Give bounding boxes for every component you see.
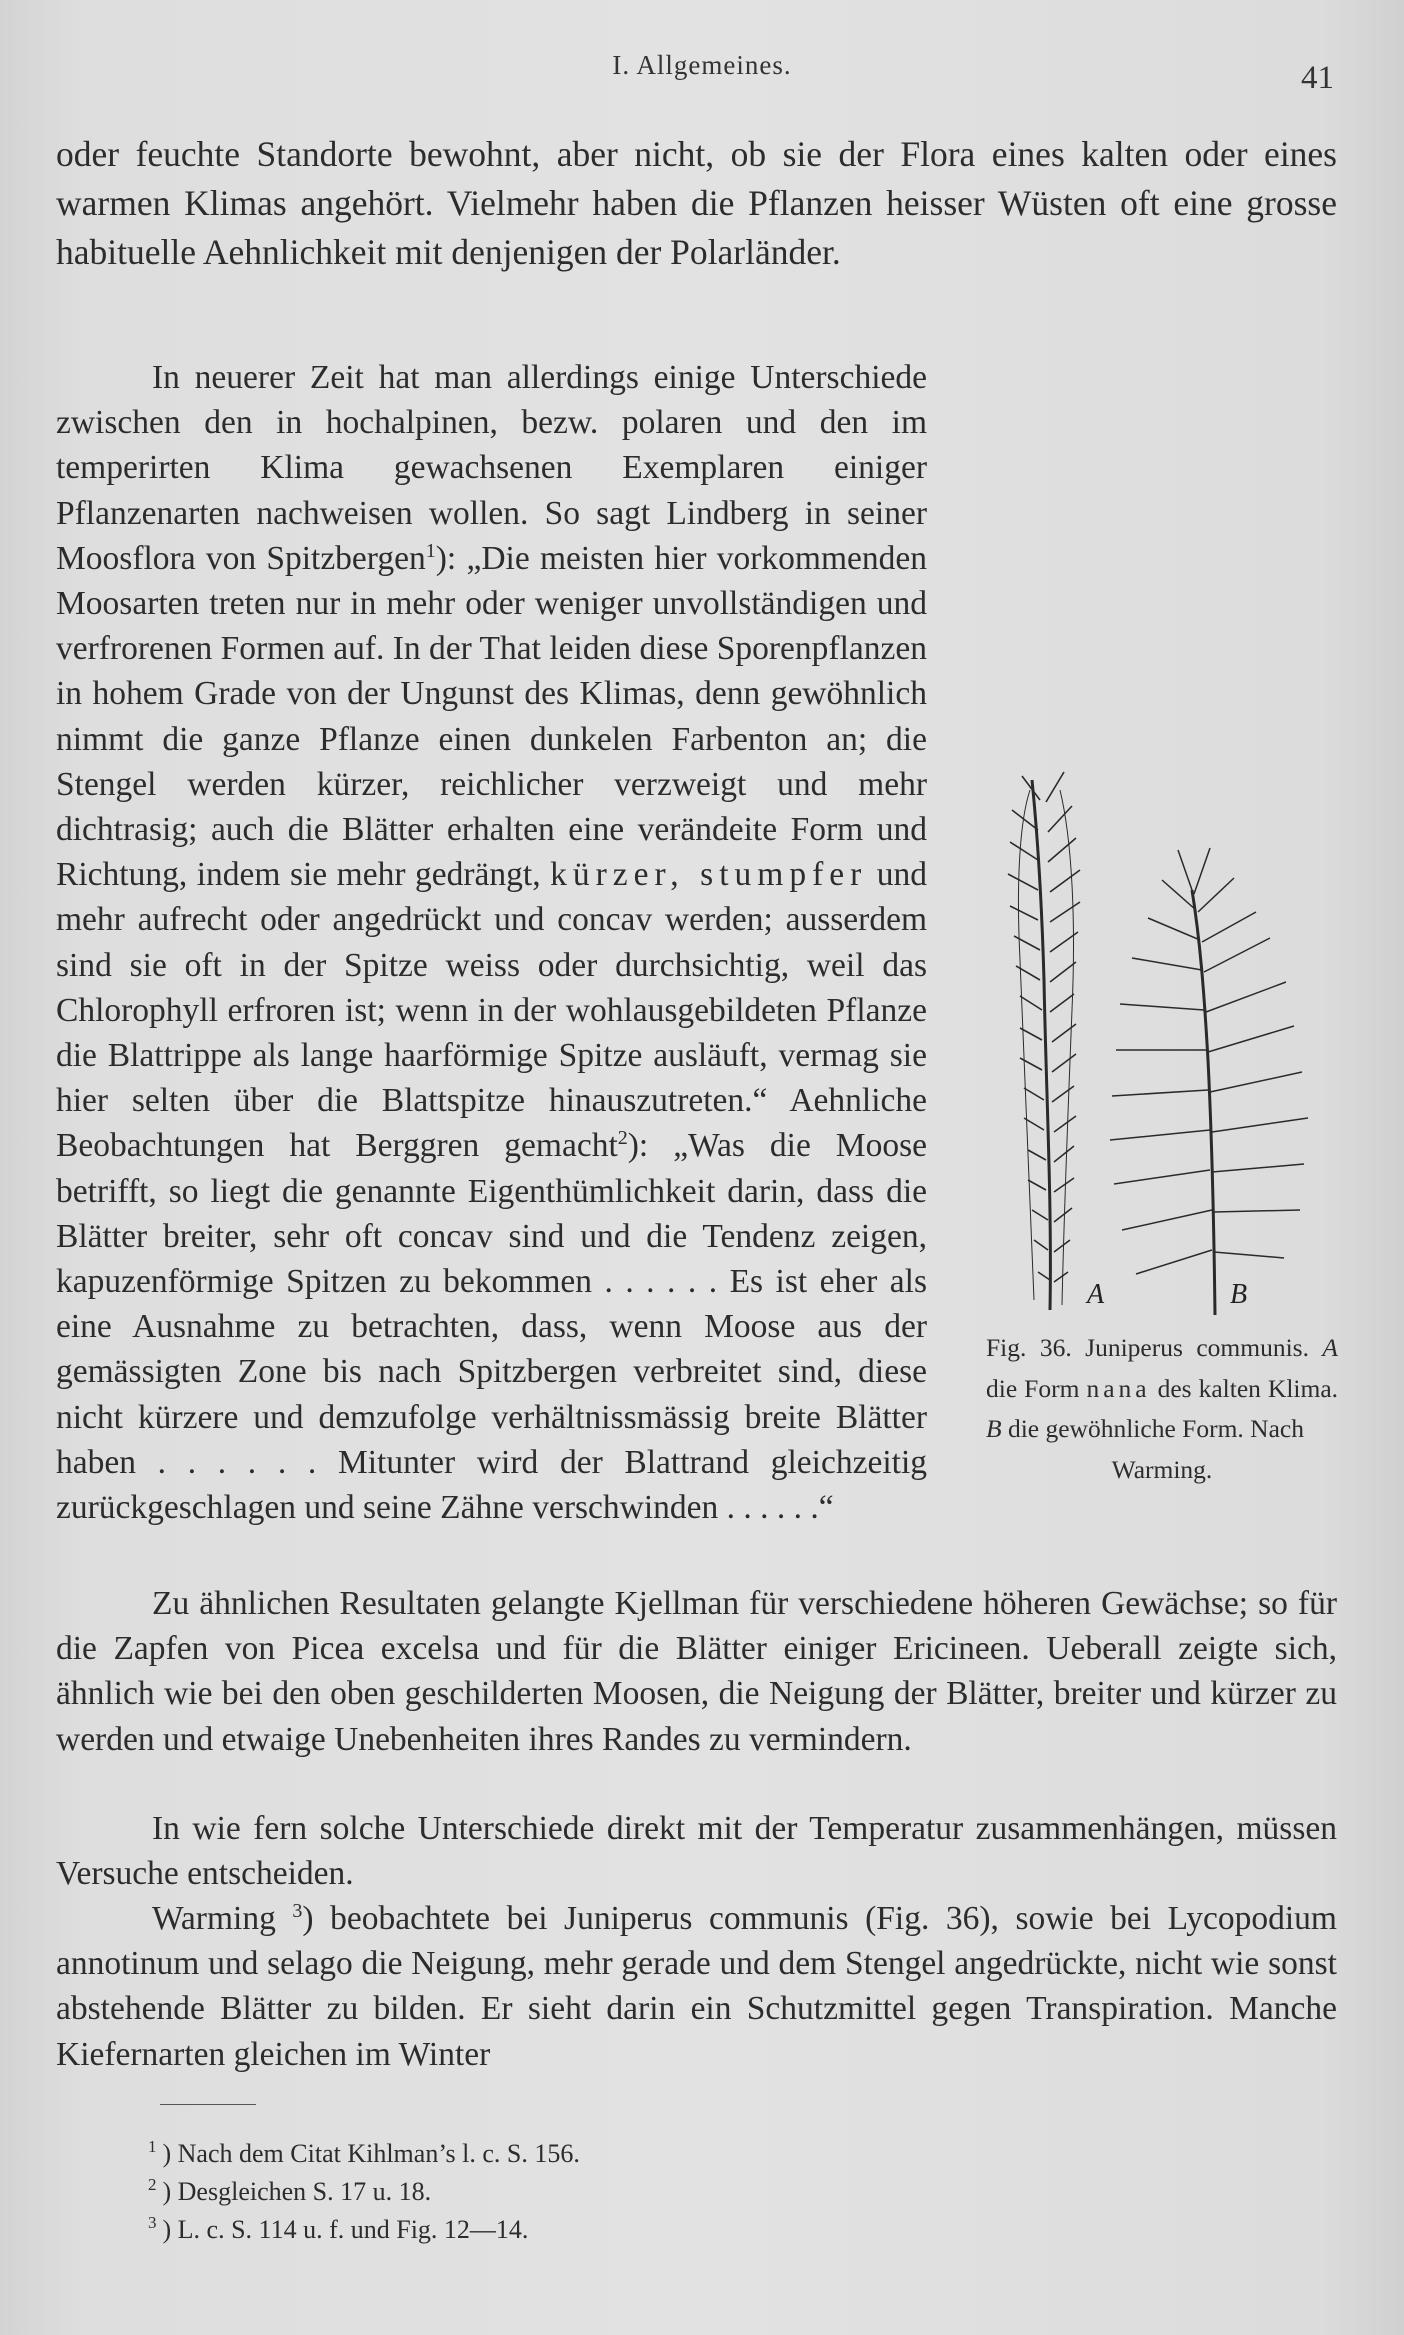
footnote-ref-1: 1	[425, 539, 436, 562]
footnote-2-number: 2	[148, 2175, 157, 2195]
page-number: 41	[1301, 60, 1334, 96]
caption-label-a: A	[1322, 1333, 1338, 1362]
footnote-2-text: ) Desgleichen S. 17 u. 18.	[162, 2177, 432, 2206]
caption-label-b: B	[986, 1414, 1002, 1443]
footnote-3	[148, 2211, 580, 2249]
paragraph-2-text-a: In neuerer Zeit hat man allerdings einige Unterschiede zwischen den in hochalpinen, bezw. polaren und den im temperirten Klima gewachsenen Exemplaren einiger Pflanzenarten nachweisen wollen. So sagt Lindberg in seiner Moosflora von Spitzbergen	[56, 359, 927, 577]
spaced-emphasis: kürzer, stumpfer	[550, 856, 868, 894]
caption-mid: die Form	[986, 1373, 1080, 1403]
paragraph-5-text-b: ) beobachtete bei Juniperus communis (Fig. 36), sowie bei Lycopodium annotinum und selago die Neigung, mehr gerade und dem Stengel angedrückte, nicht wie sonst abstehende Blätter zu bilden. Er sieht darin ein Schutzmittel gegen Transpiration. Manche Kiefernarten gleichen im Winter	[56, 1900, 1337, 2073]
footnote-1	[148, 2135, 580, 2173]
figure-label-a: A	[1087, 1279, 1105, 1310]
paragraph-1: oder feuchte Standorte bewohnt, aber nicht, ob sie der Flora eines kalten oder eines warmen Klimas angehört. Vielmehr haben die Pflanzen heisser Wüsten oft eine grosse habituelle Aehnlichkeit mit denjenigen der Polarländer.	[56, 134, 1337, 272]
footnotes	[148, 2135, 580, 2249]
caption-last: Warming.	[1111, 1454, 1213, 1484]
paragraph-3-text: Zu ähnlichen Resultaten gelangte Kjellman für verschiedene höheren Gewächse; so für die Zapfen von Picea excelsa und für die Blätter einiger Ericineen. Ueberall zeigte sich, ähnlich wie bei den oben geschilderten Moosen, die Neigung der Blätter, breiter und kürzer zu werden und etwaige Unebenheiten ihres Randes zu vermindern.	[56, 1585, 1337, 1758]
footnote-rule	[160, 2104, 256, 2105]
figure-caption	[986, 1328, 1338, 1490]
paragraph-3	[56, 1581, 1337, 1762]
caption-lead: Fig. 36. Juniperus communis.	[986, 1333, 1309, 1362]
juniperus-illustration	[980, 760, 1352, 1320]
paragraph-2-text-b: ): „Die meisten hier vorkommenden Moosarten treten nur in mehr oder weniger unvollständigen und verfrorenen Formen auf. In der That leiden diese Sporenpflanzen in hohem Grade von der Ungunst des Klimas, denn gewöhnlich nimmt die ganze Pflanze einen dunkelen Farbenton an; die Stengel werden kürzer, reichlicher verzweigt und mehr dichtrasig; auch die Blätter erhalten eine verändeite Form und Richtung, indem sie mehr gedrängt,	[56, 539, 927, 894]
footnote-1-text: ) Nach dem Citat Kihlman’s l. c. S. 156.	[162, 2139, 580, 2168]
caption-tail: die gewöhnliche Form. Nach	[1007, 1414, 1304, 1443]
footnote-3-text: ) L. c. S. 114 u. f. und Fig. 12—14.	[162, 2215, 529, 2244]
paragraph-2-text-c: und mehr aufrecht oder angedrückt und concav werden; ausserdem sind sie oft in der Spitze weiss oder durchsichtig, weil das Chlorophyll erfroren ist; wenn in der wohlausgebildeten Pflanze die Blattrippe als lange haarförmige Spitze ausläuft, vermag sie hier selten über die Blattspitze hinauszutreten.“ Aehnliche Beobachtungen hat Berggren gemacht	[56, 856, 928, 1165]
caption-mid-2: des kalten Klima.	[1157, 1373, 1339, 1403]
paragraph-5-text-a: Warming	[152, 1900, 276, 1937]
running-head: I. Allgemeines.	[612, 50, 792, 80]
paragraph-4	[56, 1806, 1337, 1896]
footnote-1-number: 1	[148, 2137, 157, 2157]
figure-label-b: B	[1230, 1279, 1248, 1310]
paragraph-2-text-d: ): „Was die Moose betrifft, so liegt die genannte Eigenthümlichkeit darin, dass die Blätter breiter, sehr oft concav sind und die Tendenz zeigen, kapuzenförmige Spitzen zu bekommen . . . . . . Es ist eher als eine Ausnahme zu betrachten, dass, wenn Moose aus der gemässigten Zone bis nach Spitzbergen verbreitet sind, diese nicht kürzere und demzufolge verhältnissmässig breite Blätter haben . . . . . . Mitunter wird der Blattrand gleichzeitig zurückgeschlagen und seine Zähne verschwinden . . . . . .“	[56, 1127, 927, 1527]
caption-spaced: nana	[1086, 1373, 1151, 1403]
footnote-ref-2: 2	[617, 1127, 628, 1150]
figure-juniperus	[980, 760, 1352, 1320]
paragraph-5	[56, 1896, 1337, 2077]
footnote-2	[148, 2173, 580, 2211]
footnote-ref-3: 3	[292, 1899, 303, 1922]
footnote-3-number: 3	[148, 2213, 157, 2233]
paragraph-4-text: In wie fern solche Unterschiede direkt mit der Temperatur zusammenhängen, müssen Versuche entscheiden.	[56, 1810, 1337, 1893]
